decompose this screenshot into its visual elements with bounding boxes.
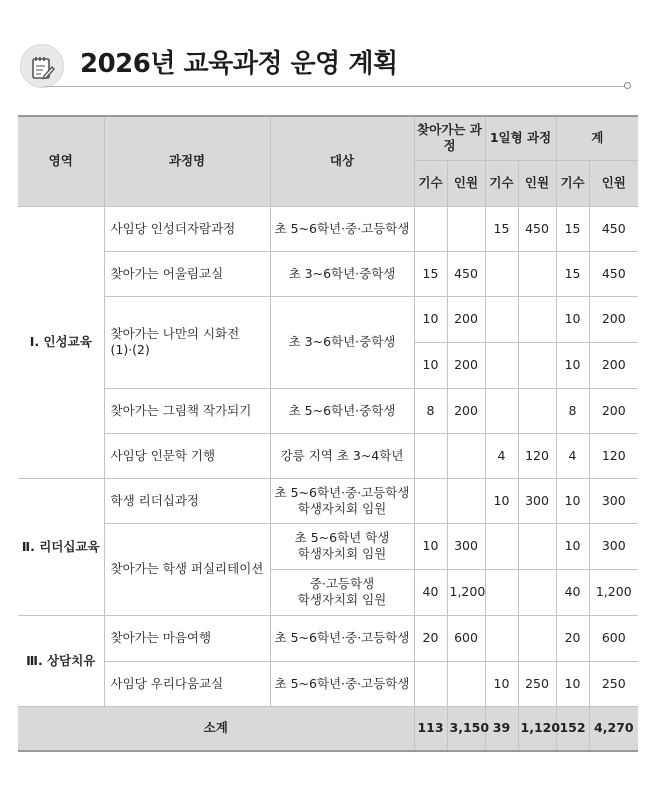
target-cell: 초 5~6학년·중학생 xyxy=(270,388,414,433)
oneday-sessions-cell: 10 xyxy=(485,478,518,523)
visit-sessions-cell xyxy=(414,661,447,706)
oneday-people-cell xyxy=(518,342,556,388)
total-sessions-cell: 10 xyxy=(556,342,589,388)
course-cell: 사임당 우리다움교실 xyxy=(104,661,270,706)
total-sessions-cell: 10 xyxy=(556,523,589,569)
visit-people-cell: 200 xyxy=(447,388,485,433)
oneday-sessions-cell xyxy=(485,342,518,388)
table-row xyxy=(18,251,638,296)
course-cell: 찾아가는 나만의 시화전 (1)·(2) xyxy=(104,296,270,388)
target-cell: 초 5~6학년·중·고등학생 xyxy=(270,206,414,251)
target-cell: 초 5~6학년·중·고등학생 xyxy=(270,661,414,706)
header-total: 계 xyxy=(556,116,638,160)
visit-sessions-cell xyxy=(414,206,447,251)
area-cell: Ⅰ. 인성교육 xyxy=(18,206,104,478)
total-people-cell: 200 xyxy=(589,342,638,388)
total-people-cell: 200 xyxy=(589,388,638,433)
course-cell: 찾아가는 학생 퍼실리테이션 xyxy=(104,523,270,615)
header-area: 영역 xyxy=(18,116,104,206)
table-row xyxy=(18,206,638,251)
total-people-cell: 450 xyxy=(589,251,638,296)
section-header xyxy=(18,42,638,94)
title-underline xyxy=(44,86,626,87)
total-sessions-cell: 15 xyxy=(556,251,589,296)
total-people-cell: 450 xyxy=(589,206,638,251)
table-row xyxy=(18,296,638,342)
header-target: 대상 xyxy=(270,116,414,206)
total-people-cell: 300 xyxy=(589,523,638,569)
oneday-people-cell xyxy=(518,251,556,296)
subtotal-oneday-people: 1,120 xyxy=(518,706,556,751)
target-cell: 초 5~6학년·중·고등학생 학생자치회 임원 xyxy=(270,478,414,523)
area-cell: Ⅱ. 리더십교육 xyxy=(18,478,104,615)
oneday-sessions-cell xyxy=(485,523,518,569)
visit-people-cell: 1,200 xyxy=(447,569,485,615)
subtotal-oneday-sessions: 39 xyxy=(485,706,518,751)
course-cell: 찾아가는 어울림교실 xyxy=(104,251,270,296)
visit-people-cell: 200 xyxy=(447,296,485,342)
header-visit: 찾아가는 과정 xyxy=(414,116,485,160)
page-title: 2026년 교육과정 운영 계획 xyxy=(80,49,398,79)
oneday-people-cell xyxy=(518,388,556,433)
table-row xyxy=(18,478,638,523)
total-people-cell: 600 xyxy=(589,615,638,661)
visit-people-cell: 200 xyxy=(447,342,485,388)
visit-sessions-cell: 15 xyxy=(414,251,447,296)
header-total-sessions: 기수 xyxy=(556,160,589,206)
subtotal-visit-people: 3,150 xyxy=(447,706,485,751)
table-row xyxy=(18,523,638,569)
target-cell: 강릉 지역 초 3~4학년 xyxy=(270,433,414,478)
underline-end-dot xyxy=(624,82,631,89)
visit-sessions-cell: 20 xyxy=(414,615,447,661)
visit-sessions-cell: 10 xyxy=(414,342,447,388)
total-sessions-cell: 8 xyxy=(556,388,589,433)
oneday-people-cell xyxy=(518,523,556,569)
header-oneday: 1일형 과정 xyxy=(485,116,556,160)
oneday-sessions-cell xyxy=(485,388,518,433)
total-people-cell: 1,200 xyxy=(589,569,638,615)
target-cell: 초 5~6학년 학생 학생자치회 임원 xyxy=(270,523,414,569)
subtotal-row xyxy=(18,706,638,751)
oneday-sessions-cell: 10 xyxy=(485,661,518,706)
visit-sessions-cell: 10 xyxy=(414,523,447,569)
area-cell: Ⅲ. 상담치유 xyxy=(18,615,104,706)
course-cell: 학생 리더십과정 xyxy=(104,478,270,523)
visit-people-cell xyxy=(447,206,485,251)
subtotal-visit-sessions: 113 xyxy=(414,706,447,751)
visit-people-cell: 300 xyxy=(447,523,485,569)
total-people-cell: 120 xyxy=(589,433,638,478)
oneday-sessions-cell xyxy=(485,251,518,296)
target-cell: 초 5~6학년·중·고등학생 xyxy=(270,615,414,661)
target-cell: 중·고등학생 학생자치회 임원 xyxy=(270,569,414,615)
total-people-cell: 300 xyxy=(589,478,638,523)
header-visit-people: 인원 xyxy=(447,160,485,206)
course-cell: 찾아가는 그림책 작가되기 xyxy=(104,388,270,433)
total-people-cell: 250 xyxy=(589,661,638,706)
oneday-people-cell: 250 xyxy=(518,661,556,706)
table-row xyxy=(18,433,638,478)
total-sessions-cell: 10 xyxy=(556,478,589,523)
subtotal-total-sessions: 152 xyxy=(556,706,589,751)
header-visit-sessions: 기수 xyxy=(414,160,447,206)
oneday-people-cell: 450 xyxy=(518,206,556,251)
target-cell: 초 3~6학년·중학생 xyxy=(270,296,414,388)
header-total-people: 인원 xyxy=(589,160,638,206)
visit-people-cell: 450 xyxy=(447,251,485,296)
target-cell: 초 3~6학년·중학생 xyxy=(270,251,414,296)
total-sessions-cell: 20 xyxy=(556,615,589,661)
visit-people-cell: 600 xyxy=(447,615,485,661)
curriculum-plan-table xyxy=(18,115,638,752)
oneday-people-cell xyxy=(518,296,556,342)
table-row xyxy=(18,615,638,661)
oneday-people-cell xyxy=(518,615,556,661)
course-cell: 사임당 인문학 기행 xyxy=(104,433,270,478)
oneday-people-cell: 300 xyxy=(518,478,556,523)
oneday-people-cell: 120 xyxy=(518,433,556,478)
notepad-icon xyxy=(20,44,64,88)
table-row xyxy=(18,388,638,433)
visit-sessions-cell xyxy=(414,478,447,523)
oneday-sessions-cell: 15 xyxy=(485,206,518,251)
total-sessions-cell: 10 xyxy=(556,296,589,342)
table-row xyxy=(18,661,638,706)
oneday-sessions-cell xyxy=(485,296,518,342)
oneday-sessions-cell: 4 xyxy=(485,433,518,478)
course-cell: 찾아가는 마음여행 xyxy=(104,615,270,661)
oneday-people-cell xyxy=(518,569,556,615)
course-cell: 사임당 인성더자람과정 xyxy=(104,206,270,251)
visit-sessions-cell: 8 xyxy=(414,388,447,433)
oneday-sessions-cell xyxy=(485,615,518,661)
visit-sessions-cell xyxy=(414,433,447,478)
total-sessions-cell: 40 xyxy=(556,569,589,615)
total-sessions-cell: 10 xyxy=(556,661,589,706)
header-oneday-people: 인원 xyxy=(518,160,556,206)
visit-people-cell xyxy=(447,433,485,478)
visit-people-cell xyxy=(447,478,485,523)
visit-people-cell xyxy=(447,661,485,706)
visit-sessions-cell: 40 xyxy=(414,569,447,615)
header-course: 과정명 xyxy=(104,116,270,206)
subtotal-label: 소계 xyxy=(18,706,414,751)
total-sessions-cell: 15 xyxy=(556,206,589,251)
total-people-cell: 200 xyxy=(589,296,638,342)
header-oneday-sessions: 기수 xyxy=(485,160,518,206)
oneday-sessions-cell xyxy=(485,569,518,615)
total-sessions-cell: 4 xyxy=(556,433,589,478)
visit-sessions-cell: 10 xyxy=(414,296,447,342)
subtotal-total-people: 4,270 xyxy=(589,706,638,751)
